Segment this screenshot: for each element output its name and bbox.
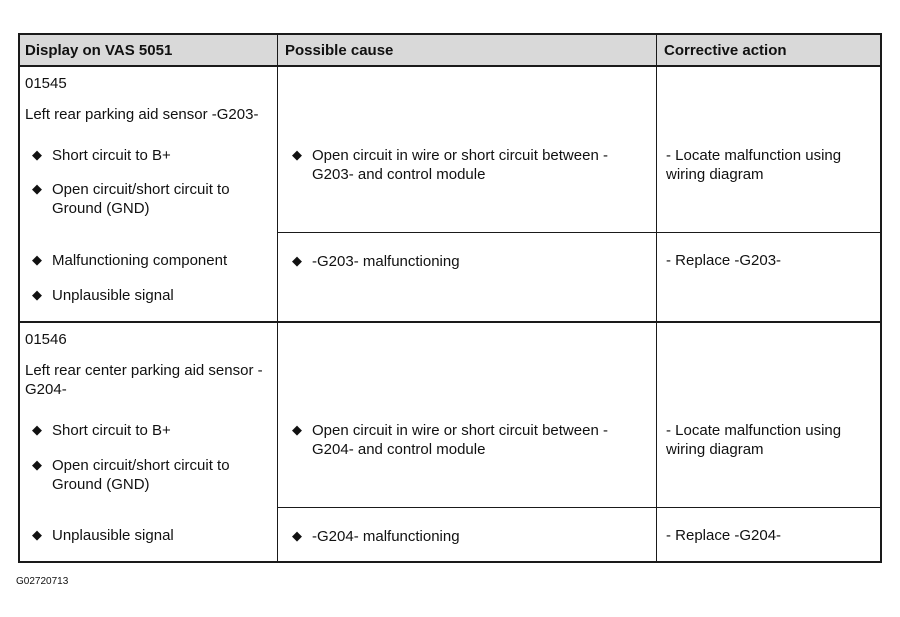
column-divider-2 — [656, 33, 657, 563]
bullet-icon: ◆ — [32, 422, 42, 437]
header-display: Display on VAS 5051 — [25, 42, 173, 59]
fault-code: 01545 — [25, 75, 67, 92]
symptom-item: Unplausible signal — [52, 527, 174, 544]
symptom-item: Open circuit/short circuit to Ground (GND) — [52, 457, 230, 493]
symptom-item: Short circuit to B+ — [52, 147, 171, 164]
cause-item: Open circuit in wire or short circuit between -G203- and control module — [312, 147, 608, 183]
table-border-left — [18, 33, 20, 563]
cause-item: -G204- malfunctioning — [312, 528, 460, 545]
header-divider — [18, 65, 882, 67]
bullet-icon: ◆ — [32, 457, 42, 472]
fault-title: Left rear parking aid sensor -G203- — [25, 106, 259, 123]
cause-item: Open circuit in wire or short circuit between -G204- and control module — [312, 422, 608, 458]
action-item: - Replace -G203- — [666, 252, 782, 269]
table-border-bottom — [18, 561, 882, 563]
figure-id: G02720713 — [16, 576, 69, 587]
fault-title: Left rear center parking aid sensor -G204- — [25, 362, 263, 398]
action-item: - Locate malfunction using wiring diagram — [666, 147, 842, 183]
bullet-icon: ◆ — [32, 287, 42, 302]
subrow-divider-1 — [277, 232, 881, 233]
header-action: Corrective action — [664, 42, 787, 59]
subrow-divider-2 — [277, 507, 881, 508]
symptom-item: Unplausible signal — [52, 287, 174, 304]
bullet-icon: ◆ — [32, 147, 42, 162]
bullet-icon: ◆ — [292, 147, 302, 162]
cause-item: -G203- malfunctioning — [312, 253, 460, 270]
table-border-top — [18, 33, 882, 35]
action-item: - Replace -G204- — [666, 527, 782, 544]
bullet-icon: ◆ — [32, 252, 42, 267]
column-divider-1 — [277, 33, 278, 563]
symptom-item: Open circuit/short circuit to Ground (GND) — [52, 181, 230, 217]
header-cause: Possible cause — [285, 42, 394, 59]
symptom-item: Short circuit to B+ — [52, 422, 171, 439]
bullet-icon: ◆ — [292, 253, 302, 268]
action-item: - Locate malfunction using wiring diagram — [666, 422, 842, 458]
row-divider — [18, 321, 882, 323]
bullet-icon: ◆ — [32, 181, 42, 196]
bullet-icon: ◆ — [292, 528, 302, 543]
bullet-icon: ◆ — [292, 422, 302, 437]
fault-code: 01546 — [25, 331, 67, 348]
table-border-right — [880, 33, 882, 563]
bullet-icon: ◆ — [32, 527, 42, 542]
symptom-item: Malfunctioning component — [52, 252, 228, 269]
